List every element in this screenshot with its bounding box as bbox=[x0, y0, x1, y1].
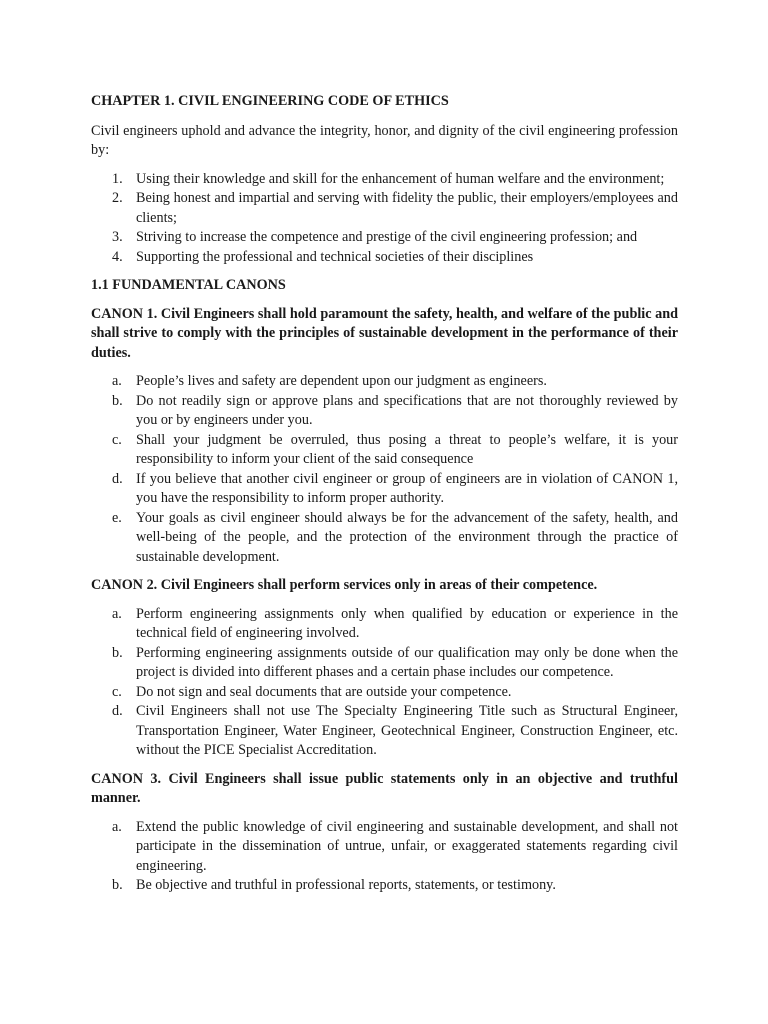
list-item: 4. Supporting the professional and technical societies of their disciplines bbox=[112, 248, 534, 265]
canon-1-list bbox=[91, 372, 678, 567]
section-title: 1.1 FUNDAMENTAL CANONS bbox=[91, 277, 286, 293]
list-item: 1. Using their knowledge and skill for the enhancement of human welfare and the environment; bbox=[112, 170, 665, 187]
list-item: b. Performing engineering assignments outside of our qualification may only be done when the project is divided into different phases and a certain phase includes our competence. bbox=[112, 644, 678, 680]
list-item: b. Do not readily sign or approve plans and specifications that are not thoroughly reviewed by you or by engineers under you. bbox=[112, 392, 678, 428]
canon-1-title: CANON 1. Civil Engineers shall hold paramount the safety, health, and welfare of the public and shall strive to comply with the principles of sustainable development in the performance of their duties. bbox=[91, 305, 678, 361]
list-item: c. Do not sign and seal documents that are outside your competence. bbox=[112, 683, 512, 700]
list-item: 2. Being honest and impartial and serving with fidelity the public, their employers/employees and clients; bbox=[112, 190, 678, 226]
list-item: 3. Striving to increase the competence and prestige of the civil engineering profession; and bbox=[112, 229, 638, 245]
list-item: a. People’s lives and safety are dependent upon our judgment as engineers. bbox=[112, 373, 547, 389]
intro-paragraph: Civil engineers uphold and advance the integrity, honor, and dignity of the civil engineering profession by: bbox=[91, 122, 678, 158]
document-body bbox=[91, 92, 678, 905]
list-item: e. Your goals as civil engineer should always be for the advancement of the safety, health, and well-being of the people, and the protection of the environment through the practice of sustainable development. bbox=[112, 509, 678, 565]
chapter-title: CHAPTER 1. CIVIL ENGINEERING CODE OF ETHICS bbox=[91, 93, 449, 109]
canon-2-list bbox=[91, 605, 678, 761]
list-item: d. Civil Engineers shall not use The Specialty Engineering Title such as Structural Engineer, Transportation Engineer, Water Engineer, Geotechnical Engineer, Construction Engineer, etc. without the PICE Specialist Accreditation. bbox=[112, 703, 678, 758]
canon-3-list bbox=[91, 818, 678, 896]
list-item: c. Shall your judgment be overruled, thus posing a threat to people’s welfare, it is your responsibility to inform your client of the said consequence bbox=[112, 431, 678, 467]
list-item: d. If you believe that another civil engineer or group of engineers are in violation of CANON 1, you have the responsibility to inform proper authority. bbox=[112, 470, 678, 506]
list-item: a. Perform engineering assignments only when qualified by education or experience in the technical field of engineering involved. bbox=[112, 605, 678, 641]
canon-3-title: CANON 3. Civil Engineers shall issue public statements only in an objective and truthful manner. bbox=[91, 770, 678, 806]
intro-list bbox=[91, 170, 678, 268]
canon-2-title: CANON 2. Civil Engineers shall perform services only in areas of their competence. bbox=[91, 577, 598, 593]
list-item: b. Be objective and truthful in professional reports, statements, or testimony. bbox=[112, 877, 556, 893]
list-item: a. Extend the public knowledge of civil engineering and sustainable development, and shall not participate in the dissemination of untrue, unfair, or exaggerated statements regarding civil engineering. bbox=[112, 818, 678, 874]
